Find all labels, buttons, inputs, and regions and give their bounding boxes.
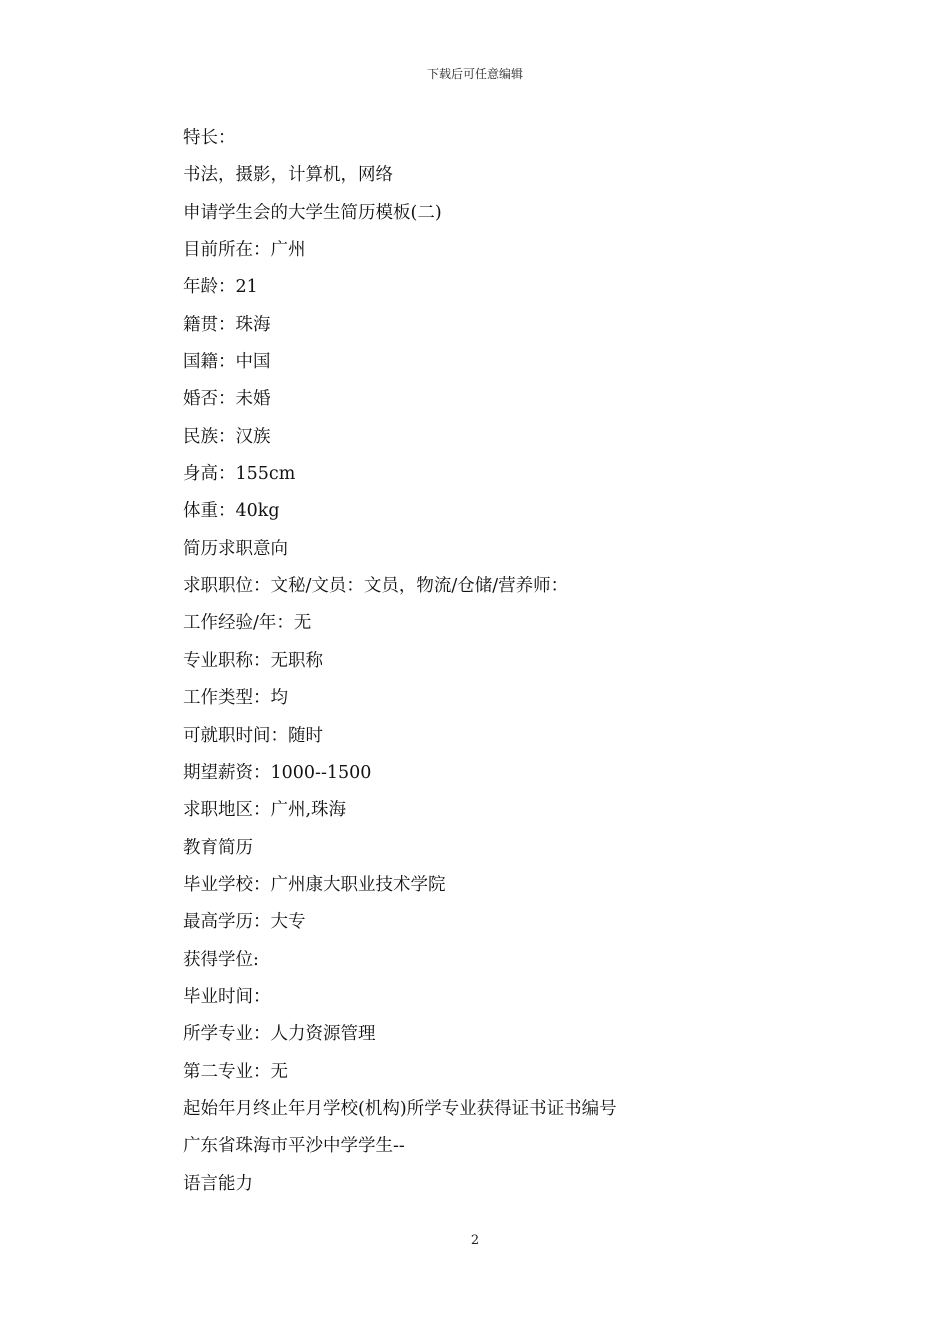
text-line: 毕业学校：广州康大职业技术学院 xyxy=(183,874,446,895)
text-line: 获得学位: xyxy=(183,949,259,970)
text-line: 书法，摄影，计算机，网络 xyxy=(183,165,393,186)
page-header: 下载后可任意编辑 xyxy=(426,67,523,81)
text-line: 广东省珠海市平沙中学学生-- xyxy=(183,1136,405,1157)
text-line: 第二专业：无 xyxy=(183,1061,288,1082)
text-line: 婚否：未婚 xyxy=(183,389,271,410)
section-title: 语言能力 xyxy=(183,1173,253,1194)
text-line: 民族：汉族 xyxy=(183,426,271,447)
text-line: 工作经验/年：无 xyxy=(183,613,312,634)
text-line: 国籍：中国 xyxy=(183,352,271,373)
section-title: 教育简历 xyxy=(183,837,253,858)
text-line: 求职地区：广州,珠海 xyxy=(183,800,347,821)
section-title: 简历求职意向 xyxy=(183,538,288,559)
text-line: 专业职称：无职称 xyxy=(183,650,323,671)
section-title: 申请学生会的大学生简历模板(二) xyxy=(183,202,442,223)
text-line: 期望薪资：1000--1500 xyxy=(183,762,372,783)
text-line: 身高：155cm xyxy=(183,464,296,485)
document-body xyxy=(183,120,883,1203)
text-line: 年龄：21 xyxy=(183,277,258,298)
text-line: 籍贯：珠海 xyxy=(183,314,271,335)
text-line: 毕业时间： xyxy=(183,986,271,1007)
text-line: 所学专业：人力资源管理 xyxy=(183,1024,376,1045)
text-line: 特长： xyxy=(183,128,236,148)
text-line: 目前所在：广州 xyxy=(183,240,306,261)
text-line: 工作类型：均 xyxy=(183,688,288,709)
text-line: 体重：40kg xyxy=(183,501,280,522)
text-line: 起始年月终止年月学校(机构)所学专业获得证书证书编号 xyxy=(183,1098,617,1119)
page-number: 2 xyxy=(470,1233,480,1248)
text-line: 最高学历：大专 xyxy=(183,912,306,933)
text-line: 可就职时间：随时 xyxy=(183,725,323,746)
text-line: 求职职位：文秘/文员：文员，物流/仓储/营养师： xyxy=(183,576,569,597)
